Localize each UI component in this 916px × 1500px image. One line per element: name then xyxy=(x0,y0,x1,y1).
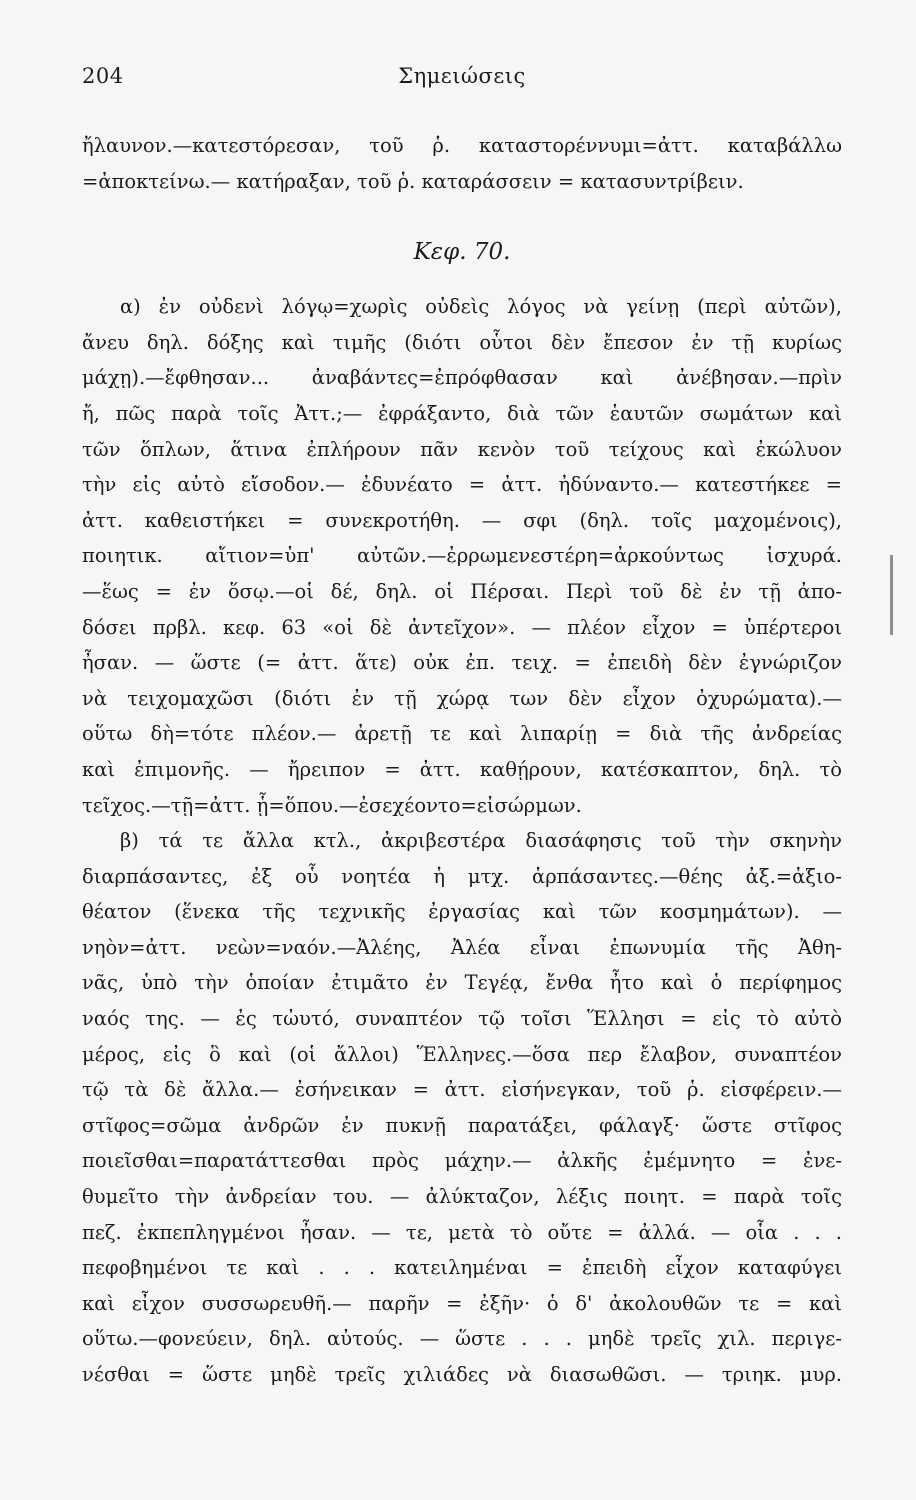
running-title: Σημειώσεις xyxy=(398,64,526,88)
text-line: τὴν εἰς αὐτὸ εἴσοδον.— ἐδυνέατο = ἀττ. ἠδύναντο.— κατεστήκεε = xyxy=(82,473,842,497)
text-line: ἤλαυνον.—κατεστόρεσαν, τοῦ ῥ. καταστορέννυμι=ἀττ. καταβάλλω xyxy=(82,134,842,157)
text-line: πεζ. ἐκπεπληγμένοι ἦσαν. — τε, μετὰ τὸ οὔτε = ἀλλά. — οἷα . . . xyxy=(82,1220,842,1244)
text-line: νᾶς, ὑπὸ τὴν ὁποίαν ἐτιμᾶτο ἐν Τεγέᾳ, ἔνθα ἦτο καὶ ὁ περίφημος xyxy=(82,971,842,995)
margin-rule xyxy=(890,555,893,635)
text-line: νέσθαι = ὥστε μηδὲ τρεῖς χιλιάδες νὰ διασωθῶσι. — τριηκ. μυρ. xyxy=(82,1363,842,1386)
text-line: μέρος, εἰς ὃ καὶ (οἱ ἄλλοι) Ἕλληνες.—ὅσα περ ἔλαβον, συναπτέον xyxy=(82,1042,842,1066)
text-line: νηὸν=ἀττ. νεὼν=ναόν.—Ἀλέης, Ἀλέα εἶναι ἐπωνυμία τῆς Ἀθη- xyxy=(82,935,842,959)
text-line: καὶ εἶχον συσσωρευθῆ.— παρῆν = ἐξῆν· ὁ δ' ἀκολουθῶν τε = καὶ xyxy=(82,1291,842,1315)
page-header xyxy=(82,64,842,94)
text-line: μάχῃ).—ἔφθησαν... ἀναβάντες=ἐπρόφθασαν καὶ ἀνέβησαν.—πρὶν xyxy=(82,366,842,390)
text-line: διαρπάσαντες, ἐξ οὗ νοητέα ἡ μτχ. ἁρπάσαντες.—θέης ἀξ.=ἀξιο- xyxy=(82,864,842,888)
text-line: ἄνευ δηλ. δόξης καὶ τιμῆς (διότι οὗτοι δὲν ἔπεσον ἐν τῇ κυρίως xyxy=(82,330,842,354)
commentary-text xyxy=(82,128,842,1393)
page-number: 204 xyxy=(82,64,124,88)
text-line: οὕτω δὴ=τότε πλέον.— ἀρετῇ τε καὶ λιπαρίῃ = διὰ τῆς ἀνδρείας xyxy=(82,722,842,746)
text-line: =ἀποκτείνω.— κατήραξαν, τοῦ ῥ. καταράσσειν = κατασυντρίβειν. xyxy=(82,169,744,193)
text-line: α) ἐν οὐδενὶ λόγῳ=χωρὶς οὐδεὶς λόγος νὰ γείνῃ (περὶ αὐτῶν), xyxy=(120,295,842,319)
text-line: στῖφος=σῶμα ἀνδρῶν ἐν πυκνῇ παρατάξει, φάλαγξ· ὥστε στῖφος xyxy=(82,1113,842,1137)
text-line: β) τά τε ἄλλα κτλ., ἀκριβεστέρα διασάφησις τοῦ τὴν σκηνὴν xyxy=(120,829,842,853)
text-line: ἦσαν. — ὥστε (= ἀττ. ἅτε) οὐκ ἐπ. τειχ. = ἐπειδὴ δὲν ἐγνώριζον xyxy=(82,651,842,675)
text-line: ποιητικ. αἴτιον=ὑπ' αὐτῶν.—ἐρρωμενεστέρη=ἀρκούντως ἰσχυρά. xyxy=(82,544,842,568)
text-line: καὶ ἐπιμονῆς. — ἤρειπον = ἀττ. καθῄρουν, κατέσκαπτον, δηλ. τὸ xyxy=(82,757,842,781)
text-line: ποιεῖσθαι=παρατάττεσθαι πρὸς μάχην.— ἀλκῆς ἐμέμνητο = ἐνε- xyxy=(82,1149,842,1173)
text-line: θυμεῖτο τὴν ἀνδρείαν του. — ἀλύκταζον, λέξις ποιητ. = παρὰ τοῖς xyxy=(82,1185,842,1209)
text-line: θέατον (ἕνεκα τῆς τεχνικῆς ἐργασίας καὶ τῶν κοσμημάτων). — xyxy=(82,900,842,924)
text-line: τεῖχος.—τῇ=ἀττ. ᾗ=ὅπου.—ἐσεχέοντο=εἰσώρμων. xyxy=(82,793,582,817)
paragraph-a xyxy=(82,289,842,823)
text-line: τῷ τὰ δὲ ἄλλα.— ἐσήνεικαν = ἀττ. εἰσήνεγκαν, τοῦ ῥ. εἰσφέρειν.— xyxy=(82,1078,842,1102)
text-line: πεφοβημένοι τε καὶ . . . κατειλημέναι = ἐπειδὴ εἶχον καταφύγει xyxy=(82,1256,842,1280)
text-line: ἀττ. καθειστήκει = συνεκροτήθη. — σφι (δηλ. τοῖς μαχομένοις), xyxy=(82,508,842,532)
text-line: οὕτω.—φονεύειν, δηλ. αὐτούς. — ὥστε . . . μηδὲ τρεῖς χιλ. περιγε- xyxy=(82,1327,842,1351)
paragraph-b xyxy=(82,823,842,1393)
text-line: νὰ τειχομαχῶσι (διότι ἐν τῇ χώρᾳ των δὲν εἶχον ὀχυρώματα).— xyxy=(82,686,842,710)
chapter-heading: Κεφ. 70. xyxy=(413,239,511,266)
text-line: δόσει πρβλ. κεφ. 63 «οἱ δὲ ἀντεῖχον». — πλέον εἶχον = ὑπέρτεροι xyxy=(82,615,842,639)
text-line: ἤ, πῶς παρὰ τοῖς Ἀττ.;— ἐφράξαντο, διὰ τῶν ἑαυτῶν σωμάτων καὶ xyxy=(82,401,842,425)
text-line: ναός της. — ἐς τὠυτό, συναπτέον τῷ τοῖσι Ἕλλησι = εἰς τὸ αὐτὸ xyxy=(82,1007,842,1031)
text-line: τῶν ὅπλων, ἅτινα ἐπλήρουν πᾶν κενὸν τοῦ τείχους καὶ ἐκώλυον xyxy=(82,437,842,461)
intro-block xyxy=(82,128,842,199)
text-line: —ἕως = ἐν ὅσῳ.—οἱ δέ, δηλ. οἱ Πέρσαι. Περὶ τοῦ δὲ ἐν τῇ ἀπο- xyxy=(82,579,842,603)
